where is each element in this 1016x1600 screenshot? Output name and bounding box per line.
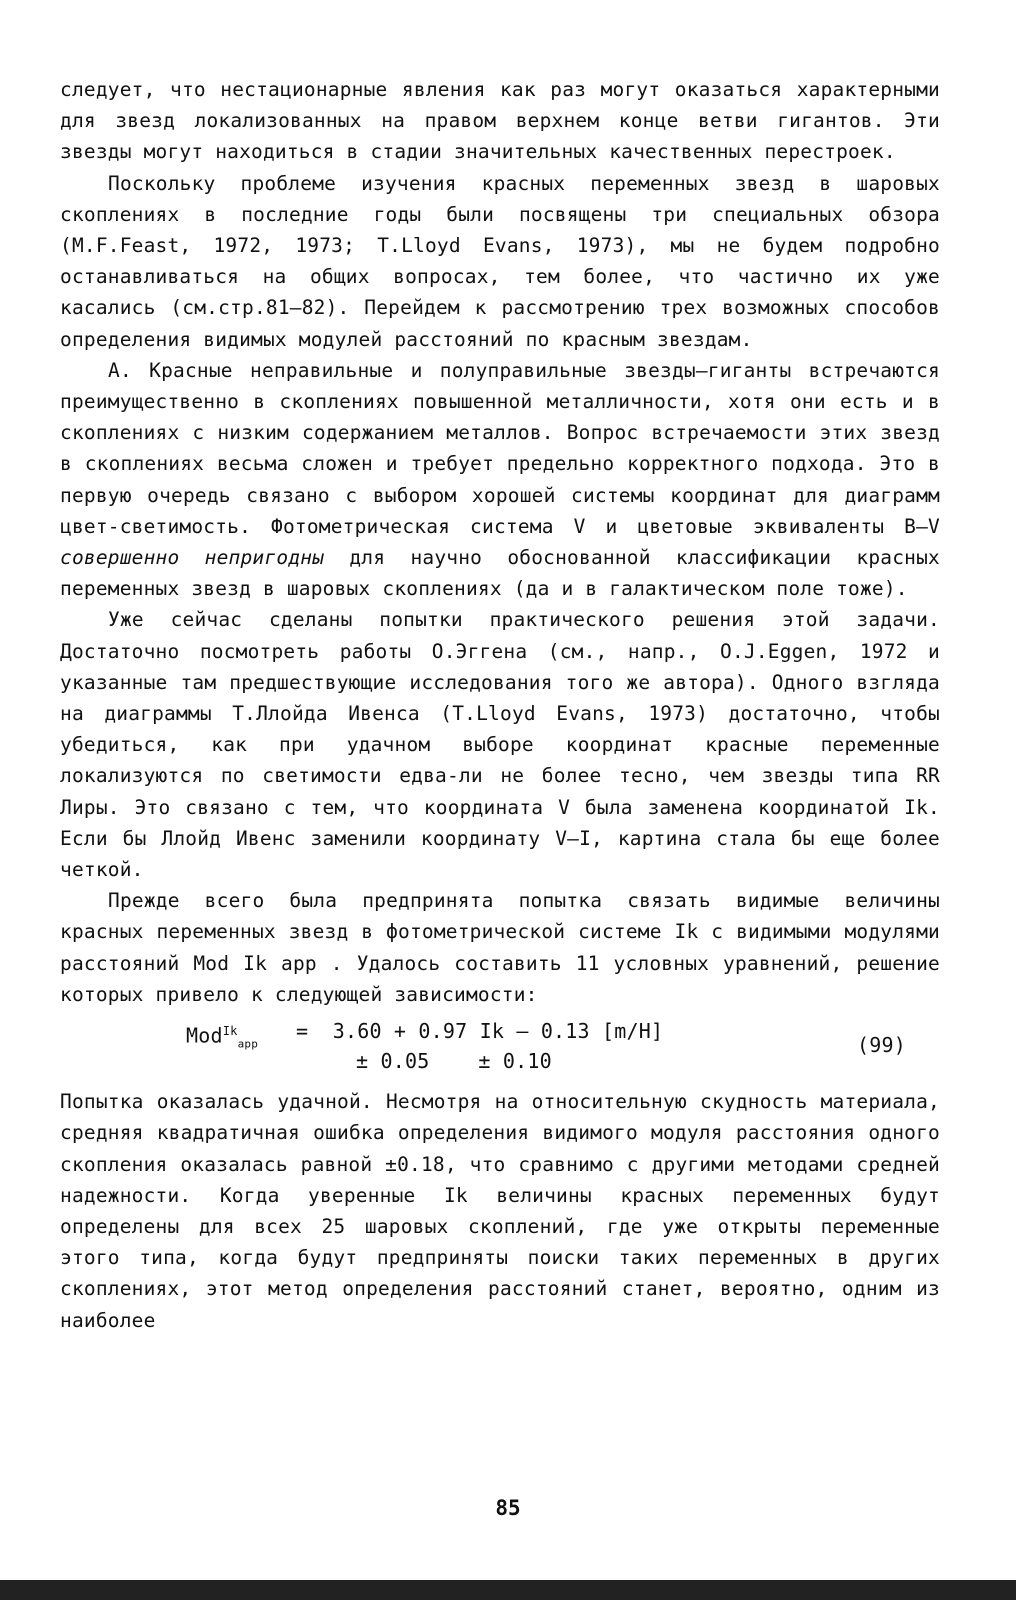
page-number: 85 [495, 1496, 521, 1520]
paragraph-2: Поскольку проблеме изучения красных переменных звезд в шаровых скоплениях в последние годы были посвящены три специальных обзора (M.F.Feast, 1972, 1973; T.Lloyd Evans, 1973), мы не будем подробно останавливаться на общих вопросах, тем более, что частично их уже касались (см.стр.81–82). Перейдем к рассмотрению трех возможных способов определения видимых модулей расстояний по красным звездам. [60, 171, 940, 351]
equation-errors: ± 0.05 ± 0.10 [356, 1049, 552, 1074]
equation-lhs-subscript: app [237, 1037, 259, 1051]
paragraph-3 [60, 355, 940, 605]
paragraph-3-text-a: А. Красные неправильные и полуправильные звезды–гиганты встречаются преимущественно в скоплениях повышенной металличности, хотя они есть и в скоплениях с низким содержанием металлов. Вопрос встречаемости этих звезд в скоплениях весьма сложен и требует предельно корректного подхода. Это в первую очередь связано с выбором хорошей системы координат для диаграмм цвет-светимость. Фотометрическая система V и цветовые эквиваленты B–V [60, 358, 940, 538]
equation-lhs [186, 1016, 258, 1060]
equation-rhs: = 3.60 + 0.97 Ik – 0.13 [m/H] [296, 1019, 664, 1044]
equation-lhs-superscript: Ik [222, 1024, 238, 1039]
paragraph-6: Попытка оказалась удачной. Несмотря на относительную скудность материала, средняя квадратичная ошибка определения видимого модуля расстояния одного скопления оказалась равной ±0.18, что сравнимо с другими методами средней надежности. Когда уверенные Ik величины красных переменных будут определены для всех 25 шаровых скоплений, где уже открыты переменные этого типа, когда будут предприняты поиски таких переменных в других скоплениях, этот метод определения расстояний станет, вероятно, одним из наиболее [60, 1090, 940, 1332]
body-text [60, 74, 940, 1336]
scan-bottom-edge [0, 1580, 1016, 1600]
paragraph-1: следует, что нестационарные явления как раз могут оказаться характерными для звезд локализованных на правом верхнем конце ветви гигантов. Эти звезды могут находиться в стадии значительных качественных перестроек. [60, 78, 940, 164]
equation-number: (99) [857, 1033, 906, 1058]
paragraph-3-emphasis: совершенно непригодны [60, 546, 325, 570]
paragraph-5: Прежде всего была предпринята попытка связать видимые величины красных переменных звезд в фотометрической системе Ik с видимыми модулями расстояний Mod Ik app . Удалось составить 11 условных уравнений, решение которых привело к следующей зависимости: [60, 889, 940, 1006]
paragraph-3-text-b: для научно обоснованной классификации красных переменных звезд в шаровых скоплениях (да и в галактическом поле тоже). [60, 546, 940, 601]
equation-99 [60, 1012, 940, 1082]
equation-lhs-base: Mod [186, 1023, 223, 1048]
paragraph-4: Уже сейчас сделаны попытки практического решения этой задачи. Достаточно посмотреть работы О.Эггена (см., напр., O.J.Eggen, 1972 и указанные там предшествующие исследования того же автора). Одного взгляда на диаграммы Т.Ллойда Ивенса (T.Lloyd Evans, 1973) достаточно, чтобы убедиться, как при удачном выборе координат красные переменные локализуются по светимости едва-ли не более тесно, чем звезды типа RR Лиры. Это связано с тем, что координата V была заменена координатой Ik. Если бы Ллойд Ивенс заменили координату V–I, картина стала бы еще более четкой. [60, 608, 940, 882]
